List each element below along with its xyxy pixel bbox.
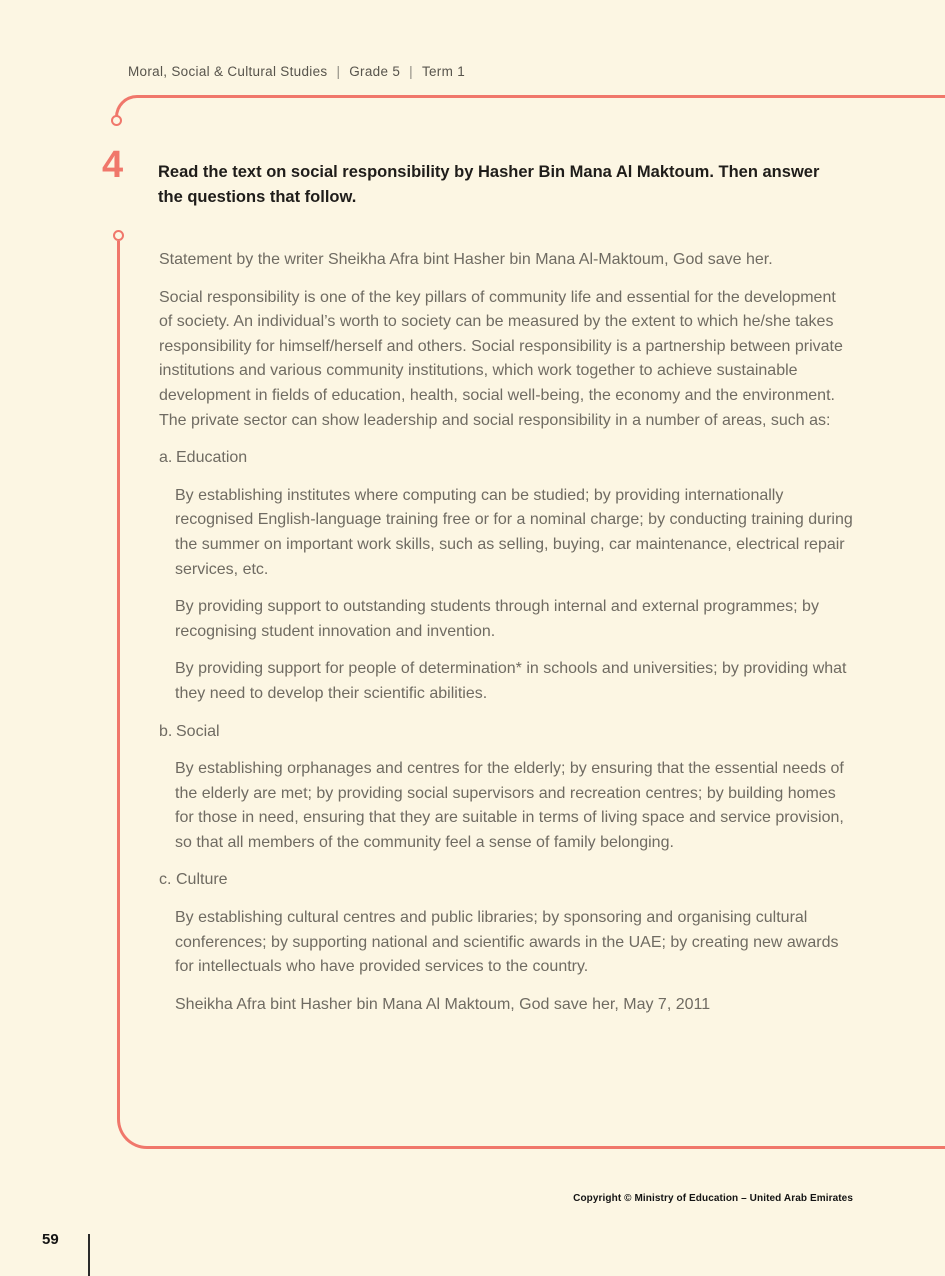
passage-paragraph: By providing support to outstanding students through internal and external programmes; by recognising student innovation and invention.	[175, 598, 819, 640]
header-separator: |	[336, 64, 341, 79]
section-body-culture	[175, 906, 853, 1017]
reading-passage	[159, 248, 853, 1030]
bracket-ring-icon	[113, 230, 124, 241]
top-bracket-rule	[115, 95, 945, 119]
section-heading-social	[159, 720, 853, 745]
section-body-social	[175, 757, 853, 855]
question-prompt: Read the text on social responsibility by Hasher Bin Mana Al Maktoum. Then answer the questions that follow.	[158, 163, 820, 206]
passage-signature: Sheikha Afra bint Hasher bin Mana Al Maktoum, God save her, May 7, 2011	[175, 995, 711, 1013]
passage-paragraph: By establishing institutes where computing can be studied; by providing internationally recognised English-language training free or for a nominal charge; by conducting training during the summer on important work skills, such as selling, buying, car maintenance, electrical repair services, etc.	[175, 486, 853, 578]
grade-label: Grade 5	[349, 64, 401, 79]
passage-paragraph: By providing support for people of determination* in schools and universities; by providing what they need to develop their scientific abilities.	[175, 660, 847, 702]
section-letter: a.	[159, 449, 173, 467]
term-label: Term 1	[421, 64, 466, 79]
section-body-education	[175, 484, 853, 707]
course-title: Moral, Social & Cultural Studies	[128, 64, 328, 79]
passage-paragraph: By establishing cultural centres and public libraries; by sponsoring and organising cultural conferences; by supporting national and scientific awards in the UAE; by creating new awards for intellectuals who have provided services to the country.	[175, 909, 839, 976]
section-title: Education	[176, 449, 248, 467]
question-number: 4	[102, 144, 124, 186]
footer-divider	[88, 1234, 90, 1276]
page-number: 59	[42, 1231, 59, 1248]
copyright-notice: Copyright © Ministry of Education – United Arab Emirates	[573, 1193, 853, 1204]
section-title: Culture	[176, 871, 228, 889]
section-letter: c.	[159, 871, 172, 889]
section-heading-education	[159, 446, 853, 471]
section-letter: b.	[159, 722, 173, 740]
page-header	[128, 64, 465, 79]
passage-paragraph: Social responsibility is one of the key pillars of community life and essential for the development of society. An individual’s worth to society can be measured by the extent to which he/she takes responsibility for himself/herself and others. Social responsibility is a partnership between private institutions and various community institutions, which work together to achieve sustainable development in fields of education, health, social well-being, the economy and the environment. The private sector can show leadership and social responsibility in a number of areas, such as:	[159, 288, 843, 429]
passage-paragraph: By establishing orphanages and centres for the elderly; by ensuring that the essential needs of the elderly are met; by providing social supervisors and recreation centres; by building homes for those in need, ensuring that they are suitable in terms of living space and service provision, so that all members of the community feel a sense of family belonging.	[175, 760, 844, 851]
section-title: Social	[176, 722, 220, 740]
passage-paragraph: Statement by the writer Sheikha Afra bint Hasher bin Mana Al-Maktoum, God save her.	[159, 251, 773, 268]
bracket-ring-icon	[111, 115, 122, 126]
header-separator: |	[409, 64, 413, 79]
section-heading-culture	[159, 868, 853, 893]
